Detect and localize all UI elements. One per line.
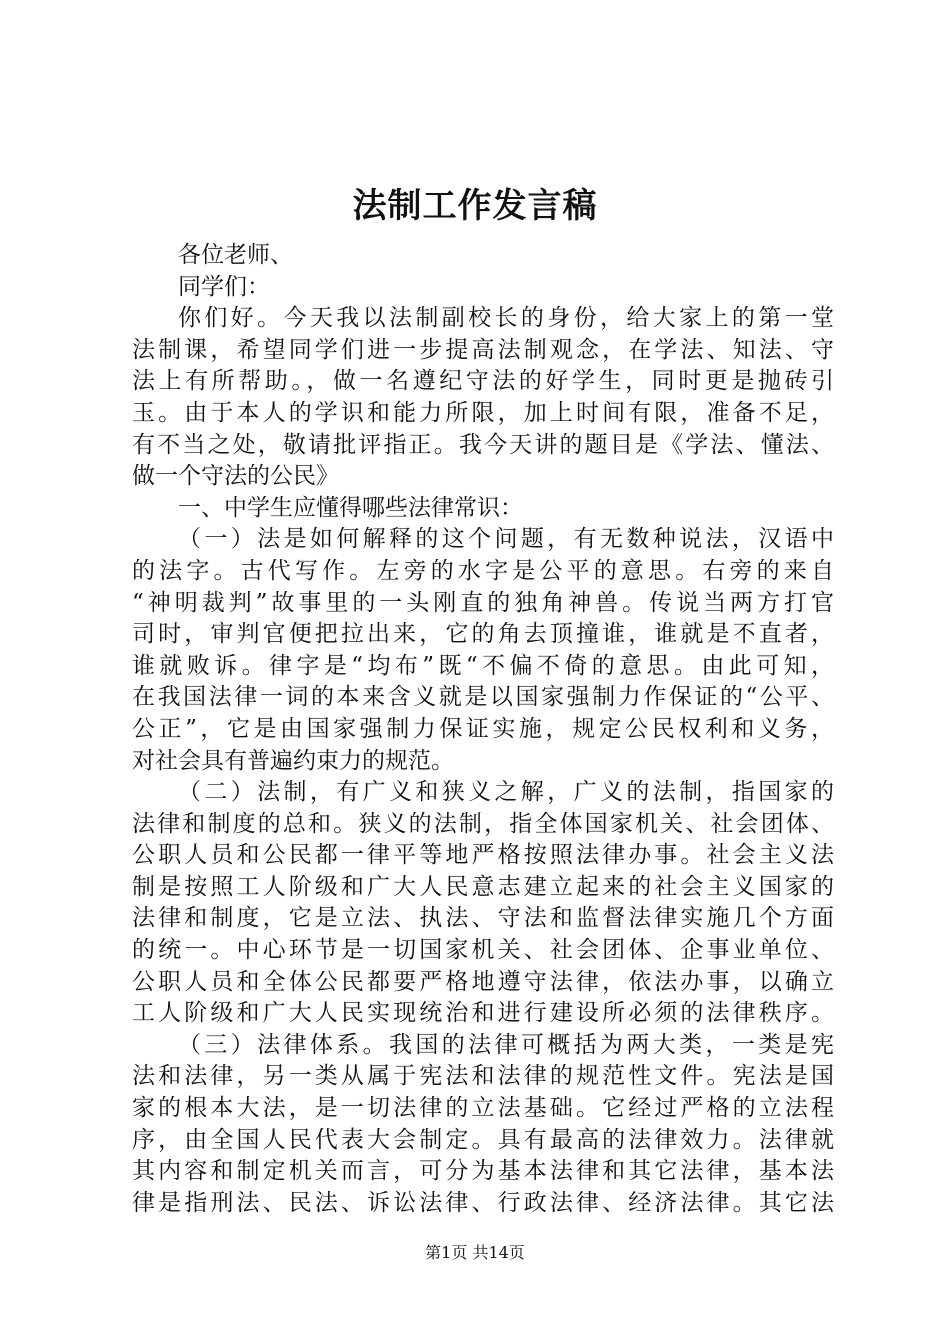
paragraph-line: 的统一。中心环节是一切国家机关、社会团体、企事业单位、 xyxy=(132,937,834,964)
salutation-line: 同学们： xyxy=(178,273,270,300)
page-title: 法制工作发言稿 xyxy=(352,186,598,226)
section-heading: 一、中学生应懂得哪些法律常识： xyxy=(178,494,523,521)
paragraph-line: 法律和制度，它是立法、执法、守法和监督法律实施几个方面 xyxy=(132,905,834,932)
document-body xyxy=(132,240,834,1219)
paragraph-line: 你们好。今天我以法制副校长的身份，给大家上的第一堂 xyxy=(178,305,834,332)
paragraph-line: “神明裁判”故事里的一头刚直的独角神兽。传说当两方打官 xyxy=(132,589,834,616)
paragraph-line: 玉。由于本人的学识和能力所限，加上时间有限，准备不足， xyxy=(132,399,834,426)
paragraph-line: 序，由全国人民代表大会制定。具有最高的法律效力。法律就 xyxy=(132,1126,834,1153)
paragraph-line: 公职人员和全体公民都要严格地遵守法律，依法办事，以确立 xyxy=(132,968,834,995)
paragraph-line: 司时，审判官便把拉出来，它的角去顶撞谁，谁就是不直者， xyxy=(132,621,834,648)
paragraph-line: 其内容和制定机关而言，可分为基本法律和其它法律，基本法 xyxy=(132,1158,834,1185)
paragraph-line: 公正”，它是由国家强制力保证实施，规定公民权利和义务， xyxy=(132,715,834,742)
paragraph-line: 法律和制度的总和。狭义的法制，指全体国家机关、社会团体、 xyxy=(132,810,834,837)
paragraph-line: （二）法制，有广义和狭义之解，广义的法制，指国家的 xyxy=(178,779,834,806)
paragraph-line: 法上有所帮助。，做一名遵纪守法的好学生，同时更是抛砖引 xyxy=(132,368,834,395)
paragraph-line: （三）法律体系。我国的法律可概括为两大类，一类是宪 xyxy=(178,1031,834,1058)
paragraph-line: 的法字。古代写作。左旁的水字是公平的意思。右旁的来自 xyxy=(132,557,834,584)
paragraph-line: 律是指刑法、民法、诉讼法律、行政法律、经济法律。其它法 xyxy=(132,1189,834,1216)
paragraph-line: 公职人员和公民都一律平等地严格按照法律办事。社会主义法 xyxy=(132,842,834,869)
paragraph-line: （一）法是如何解释的这个问题，有无数种说法，汉语中 xyxy=(178,526,834,553)
paragraph-line: 有不当之处，敬请批评指正。我今天讲的题目是《学法、懂法、 xyxy=(132,431,834,458)
paragraph-line: 制是按照工人阶级和广大人民意志建立起来的社会主义国家的 xyxy=(132,873,834,900)
paragraph-line: 在我国法律一词的本来含义就是以国家强制力作保证的“公平、 xyxy=(132,684,834,711)
salutation-line: 各位老师、 xyxy=(178,242,293,268)
paragraph-line: 工人阶级和广大人民实现统治和进行建设所必须的法律秩序。 xyxy=(132,1000,834,1027)
paragraph-line: 法制课，希望同学们进一步提高法制观念，在学法、知法、守 xyxy=(132,336,834,363)
paragraph-line: 对社会具有普遍约束力的规范。 xyxy=(132,747,454,774)
paragraph-line: 法和法律，另一类从属于宪法和法律的规范性文件。宪法是国 xyxy=(132,1063,834,1090)
page-number: 第1页 共14页 xyxy=(425,1243,525,1262)
paragraph-line: 谁就败诉。律字是“均布”既“不偏不倚的意思。由此可知， xyxy=(132,652,834,679)
paragraph-line: 做一个守法的公民》 xyxy=(132,463,339,490)
paragraph-line: 家的根本大法，是一切法律的立法基础。它经过严格的立法程 xyxy=(132,1095,834,1122)
